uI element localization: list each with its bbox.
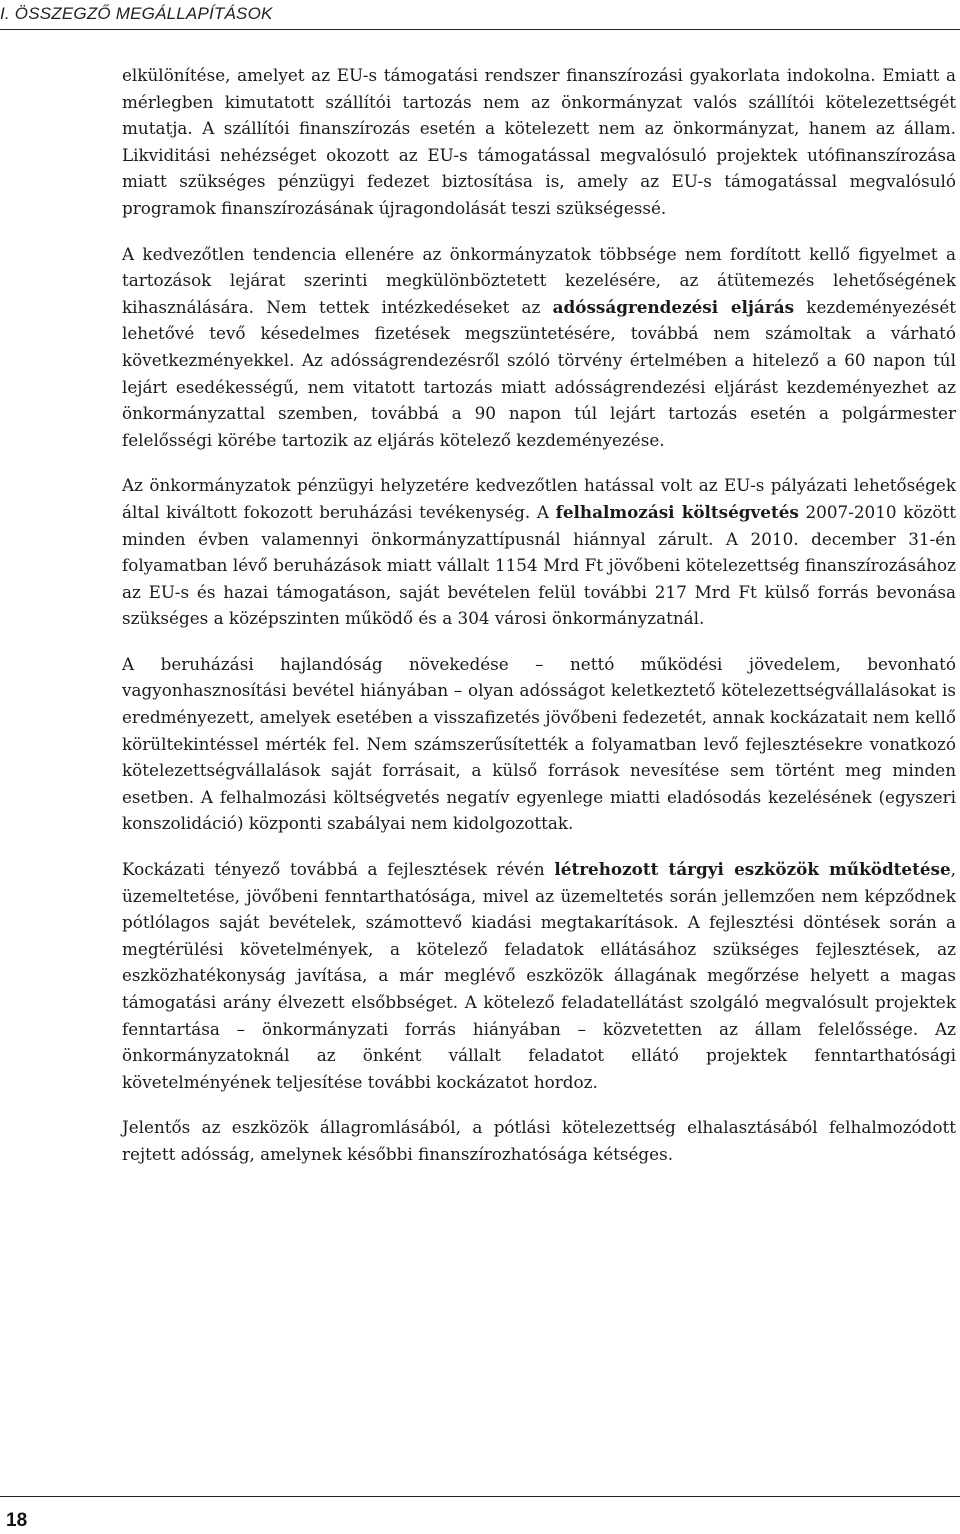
paragraph-5-text-b: , üzemeltetése, jövőbeni fenntarthatósága, mivel az üzemeltetés során jellemzően nem képződnek pótlólagos saját bevételek, számottevő kiadási megtakarítások. A fejlesztési döntések során a megtérülési követelmények, a kötelező feladatok ellátásához szükséges fejlesztések, az eszközhatékonyság javítása, a már meglévő eszközök állagának megőrzése helyett a magas támogatási arány élvezett elsőbbséget. A kötelező feladatellátást szolgáló megvalósult projektek fenntartása – önkormányzati forrás hiányában – közvetetten az állam felelőssége. Az önkormányzatoknál az önként vállalt feladatot ellátó projektek fenntarthatósági követelményének teljesítése további kockázatot hordoz. — [122, 859, 957, 1092]
paragraph-1-text: elkülönítése, amelyet az EU-s támogatási rendszer finanszírozási gyakorlata indokolna. Emiatt a mérlegben kimutatott szállítói tartozás nem az önkormányzat valós szállítói kötelezettségét mutatja. A szállítói finanszírozás esetén a kötelezett nem az önkormányzat, hanem az állam. Likviditási nehézséget okozott az EU-s támogatással megvalósuló projektek utófinanszírozása miatt szükséges pénzügyi fedezet biztosítása is, amely az EU-s támogatással megvalósuló programok finanszírozásának újragondolását teszi szükségessé. — [122, 65, 956, 218]
paragraph-4 — [122, 651, 956, 837]
paragraph-2-text-b: kezdeményezését lehetővé tevő késedelmes fizetések megszüntetésére, továbbá nem számoltak a várható következményekkel. Az adósságrendezésről szóló törvény értelmében a hitelező a 60 napon túl lejárt esedékességű, nem vitatott tartozás miatt adósságrendezési eljárást kezdeményezhet az önkormányzattal szemben, továbbá a 90 napon túl lejárt tartozás esetén a polgármester felelősségi körébe tartozik az eljárás kötelező kezdeményezése. — [122, 296, 957, 450]
paragraph-5 — [122, 856, 956, 1095]
term-adossagrendezesi-eljaras: adósságrendezési eljárás — [552, 296, 795, 317]
paragraph-6 — [122, 1114, 956, 1167]
running-header: I. ÖSSZEGZŐ MEGÁLLAPÍTÁSOK — [0, 4, 273, 23]
paragraph-3-text-a: Az önkormányzatok pénzügyi helyzetére kedvezőtlen hatással volt az EU-s pályázati lehetőségek által kiváltott fokozott beruházási tevékenység. A — [122, 475, 956, 522]
paragraph-4-text: A beruházási hajlandóság növekedése – nettó működési jövedelem, bevonható vagyonhasznosítási bevétel hiányában – olyan adósságot keletkeztető kötelezettségvállalásokat is eredményezett, amelyek esetében a visszafizetés jövőbeni fedezetét, annak kockázatait nem kellő körültekintéssel mérték fel. Nem számszerűsítették a folyamatban levő fejlesztésekre vonatkozó kötelezettségvállalások saját forrásait, a külső források nevesítése sem történt meg minden esetben. A felhalmozási költségvetés negatív egyenlege miatti eladósodás kezelésének (egyszeri konszolidáció) központi szabályai nem kidolgozottak. — [122, 653, 956, 834]
paragraph-2 — [122, 241, 956, 454]
paragraph-3 — [122, 472, 956, 632]
paragraph-6-text: Jelentős az eszközök állagromlásából, a pótlási kötelezettség elhalasztásából felhalmozódott rejtett adósság, amelynek későbbi finanszírozhatósága kétséges. — [122, 1117, 956, 1164]
paragraph-2-text-a: A kedvezőtlen tendencia ellenére az önkormányzatok többsége nem fordított kellő figyelmet a tartozások lejárat szerinti megkülönböztetett kezelésére, az átütemezés lehetőségének kihasználására. Nem tettek intézkedéseket az — [122, 243, 956, 317]
page-number: 18 — [6, 1510, 28, 1531]
term-felhalmozasi-koltsegvetes: felhalmozási költségvetés — [555, 501, 799, 522]
footer-divider — [0, 1496, 960, 1497]
paragraph-5-text-a: Kockázati tényező továbbá a fejlesztések révén — [122, 859, 555, 880]
paragraph-3-text-b: 2007-2010 között minden évben valamennyi önkormányzattípusnál hiánnyal zárult. A 2010. december 31-én folyamatban lévő beruházások miatt vállalt 1154 Mrd Ft jövőbeni kötelezettség finanszírozásához az EU-s és hazai támogatáson, saját bevételen felül további 217 Mrd Ft külső forrás bevonása szükséges a középszinten működő és a 304 városi önkormányzatnál. — [122, 501, 956, 629]
header-divider — [0, 29, 960, 30]
paragraph-1 — [122, 62, 956, 222]
body-text — [122, 62, 956, 1187]
term-targyi-eszkozok-mukodtetese: létrehozott tárgyi eszközök működtetése — [554, 859, 951, 880]
